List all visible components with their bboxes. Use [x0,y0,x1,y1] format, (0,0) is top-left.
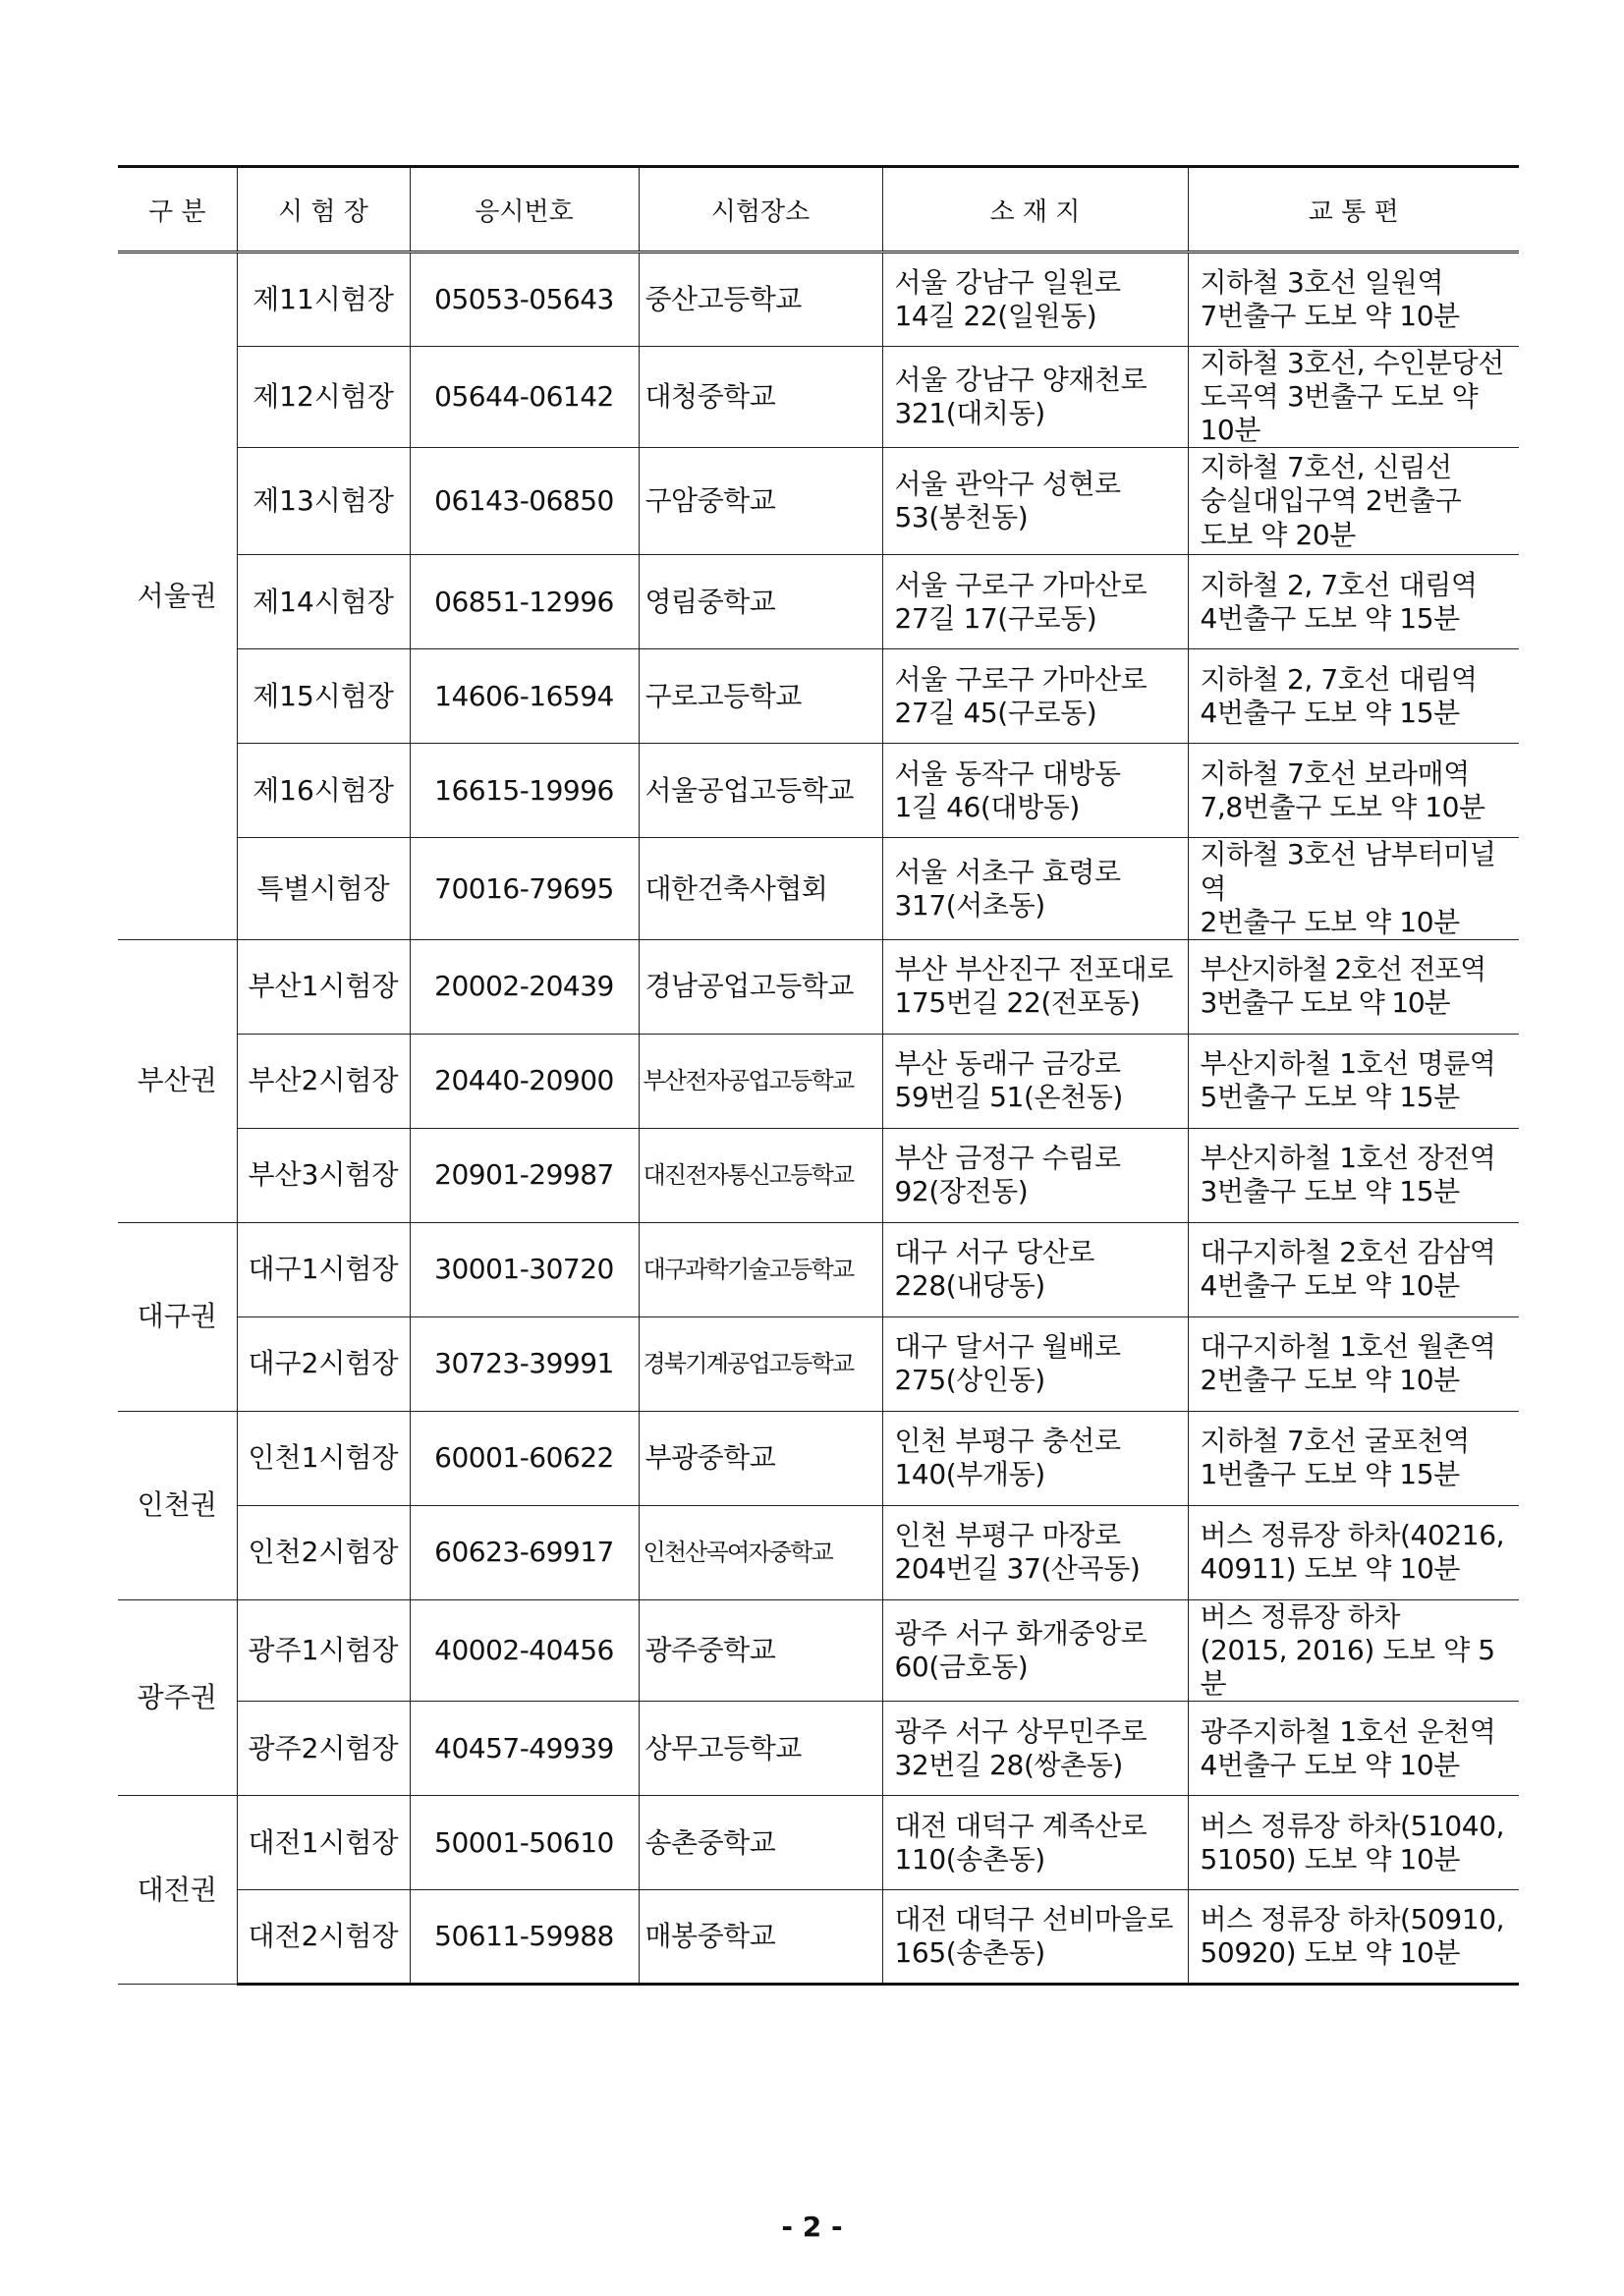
exam-number-range-cell: 06851-12996 [410,555,639,649]
table-row [118,1505,1519,1599]
address-cell: 서울 강남구 양재천로 321(대치동) [882,347,1188,448]
header-exam-location: 시험장소 [639,167,882,252]
site-cell: 제14시험장 [237,555,410,649]
exam-number-range-cell: 50001-50610 [410,1796,639,1890]
transit-cell: 부산지하철 1호선 명륜역 5번출구 도보 약 15분 [1188,1034,1519,1128]
table-row [118,939,1519,1034]
address-cell: 대전 대덕구 계족산로 110(송촌동) [882,1796,1188,1890]
table-row [118,347,1519,448]
school-cell: 부광중학교 [639,1411,882,1505]
school-cell: 중산고등학교 [639,252,882,347]
transit-cell: 부산지하철 1호선 장전역 3번출구 도보 약 15분 [1188,1128,1519,1222]
site-cell: 부산3시험장 [237,1128,410,1222]
address-cell: 서울 구로구 가마산로 27길 45(구로동) [882,649,1188,744]
address-cell: 인천 부평구 마장로 204번길 37(산곡동) [882,1505,1188,1599]
school-cell: 경북기계공업고등학교 [639,1316,882,1411]
site-cell: 광주1시험장 [237,1599,410,1701]
header-transit: 교 통 편 [1188,167,1519,252]
transit-cell: 광주지하철 1호선 운천역 4번출구 도보 약 10분 [1188,1702,1519,1796]
site-cell: 대전2시험장 [237,1890,410,1985]
school-cell: 대진전자통신고등학교 [639,1128,882,1222]
table-row [118,1599,1519,1701]
school-cell: 영림중학교 [639,555,882,649]
site-cell: 인천2시험장 [237,1505,410,1599]
transit-cell: 버스 정류장 하차(50910, 50920) 도보 약 10분 [1188,1890,1519,1985]
exam-number-range-cell: 05644-06142 [410,347,639,448]
region-cell: 서울권 [118,252,237,940]
address-cell: 대전 대덕구 선비마을로 165(송촌동) [882,1890,1188,1985]
site-cell: 제13시험장 [237,448,410,555]
page-number: - 2 - [781,2211,843,2243]
site-cell: 제16시험장 [237,744,410,838]
table-row [118,1222,1519,1316]
table-row [118,252,1519,347]
table-row [118,1702,1519,1796]
transit-cell: 지하철 3호선 일원역 7번출구 도보 약 10분 [1188,252,1519,347]
region-cell: 대구권 [118,1222,237,1411]
exam-number-range-cell: 60001-60622 [410,1411,639,1505]
transit-cell: 대구지하철 1호선 월촌역 2번출구 도보 약 10분 [1188,1316,1519,1411]
site-cell: 부산2시험장 [237,1034,410,1128]
table-header [118,167,1519,252]
table-row [118,838,1519,939]
exam-number-range-cell: 30723-39991 [410,1316,639,1411]
exam-number-range-cell: 50611-59988 [410,1890,639,1985]
site-cell: 제15시험장 [237,649,410,744]
header-row [118,167,1519,252]
address-cell: 광주 서구 상무민주로 32번길 28(쌍촌동) [882,1702,1188,1796]
table-row [118,1411,1519,1505]
table-row [118,1316,1519,1411]
region-cell: 인천권 [118,1411,237,1599]
exam-number-range-cell: 40457-49939 [410,1702,639,1796]
address-cell: 부산 부산진구 전포대로 175번길 22(전포동) [882,939,1188,1034]
school-cell: 서울공업고등학교 [639,744,882,838]
address-cell: 대구 달서구 월배로 275(상인동) [882,1316,1188,1411]
table-row [118,448,1519,555]
region-cell: 부산권 [118,939,237,1222]
exam-number-range-cell: 06143-06850 [410,448,639,555]
school-cell: 광주중학교 [639,1599,882,1701]
transit-cell: 지하철 2, 7호선 대림역 4번출구 도보 약 15분 [1188,555,1519,649]
table-row [118,649,1519,744]
header-exam-number: 응시번호 [410,167,639,252]
transit-cell: 대구지하철 2호선 감삼역 4번출구 도보 약 10분 [1188,1222,1519,1316]
exam-number-range-cell: 20002-20439 [410,939,639,1034]
table-row [118,1128,1519,1222]
table-row [118,744,1519,838]
exam-number-range-cell: 20901-29987 [410,1128,639,1222]
site-cell: 제11시험장 [237,252,410,347]
school-cell: 구암중학교 [639,448,882,555]
table-row [118,1796,1519,1890]
header-region: 구 분 [118,167,237,252]
site-cell: 인천1시험장 [237,1411,410,1505]
header-address: 소 재 지 [882,167,1188,252]
address-cell: 부산 금정구 수림로 92(장전동) [882,1128,1188,1222]
address-cell: 대구 서구 당산로 228(내당동) [882,1222,1188,1316]
table-row [118,555,1519,649]
school-cell: 인천산곡여자중학교 [639,1505,882,1599]
table-body [118,252,1519,1985]
school-cell: 경남공업고등학교 [639,939,882,1034]
address-cell: 서울 강남구 일원로 14길 22(일원동) [882,252,1188,347]
site-cell: 대구2시험장 [237,1316,410,1411]
address-cell: 서울 동작구 대방동 1길 46(대방동) [882,744,1188,838]
address-cell: 광주 서구 화개중앙로 60(금호동) [882,1599,1188,1701]
site-cell: 대구1시험장 [237,1222,410,1316]
school-cell: 대한건축사협회 [639,838,882,939]
exam-number-range-cell: 30001-30720 [410,1222,639,1316]
transit-cell: 지하철 3호선, 수인분당선 도곡역 3번출구 도보 약 10분 [1188,347,1519,448]
site-cell: 부산1시험장 [237,939,410,1034]
transit-cell: 지하철 3호선 남부터미널역 2번출구 도보 약 10분 [1188,838,1519,939]
site-cell: 특별시험장 [237,838,410,939]
exam-number-range-cell: 20440-20900 [410,1034,639,1128]
exam-site-table [118,165,1519,1986]
transit-cell: 버스 정류장 하차 (2015, 2016) 도보 약 5분 [1188,1599,1519,1701]
site-cell: 대전1시험장 [237,1796,410,1890]
exam-number-range-cell: 16615-19996 [410,744,639,838]
exam-number-range-cell: 40002-40456 [410,1599,639,1701]
site-cell: 광주2시험장 [237,1702,410,1796]
address-cell: 부산 동래구 금강로 59번길 51(온천동) [882,1034,1188,1128]
transit-cell: 지하철 7호선 보라매역 7,8번출구 도보 약 10분 [1188,744,1519,838]
school-cell: 대구과학기술고등학교 [639,1222,882,1316]
school-cell: 대청중학교 [639,347,882,448]
exam-number-range-cell: 05053-05643 [410,252,639,347]
transit-cell: 버스 정류장 하차(40216, 40911) 도보 약 10분 [1188,1505,1519,1599]
school-cell: 매봉중학교 [639,1890,882,1985]
exam-number-range-cell: 14606-16594 [410,649,639,744]
site-cell: 제12시험장 [237,347,410,448]
address-cell: 서울 구로구 가마산로 27길 17(구로동) [882,555,1188,649]
transit-cell: 지하철 7호선 굴포천역 1번출구 도보 약 15분 [1188,1411,1519,1505]
region-cell: 대전권 [118,1796,237,1985]
transit-cell: 버스 정류장 하차(51040, 51050) 도보 약 10분 [1188,1796,1519,1890]
school-cell: 구로고등학교 [639,649,882,744]
address-cell: 인천 부평구 충선로 140(부개동) [882,1411,1188,1505]
school-cell: 상무고등학교 [639,1702,882,1796]
transit-cell: 부산지하철 2호선 전포역 3번출구 도보 약 10분 [1188,939,1519,1034]
exam-number-range-cell: 60623-69917 [410,1505,639,1599]
address-cell: 서울 관악구 성현로 53(봉천동) [882,448,1188,555]
school-cell: 송촌중학교 [639,1796,882,1890]
transit-cell: 지하철 2, 7호선 대림역 4번출구 도보 약 15분 [1188,649,1519,744]
table-row [118,1034,1519,1128]
table-row [118,1890,1519,1985]
header-site: 시 험 장 [237,167,410,252]
transit-cell: 지하철 7호선, 신림선 숭실대입구역 2번출구 도보 약 20분 [1188,448,1519,555]
address-cell: 서울 서초구 효령로 317(서초동) [882,838,1188,939]
school-cell: 부산전자공업고등학교 [639,1034,882,1128]
exam-number-range-cell: 70016-79695 [410,838,639,939]
region-cell: 광주권 [118,1599,237,1795]
